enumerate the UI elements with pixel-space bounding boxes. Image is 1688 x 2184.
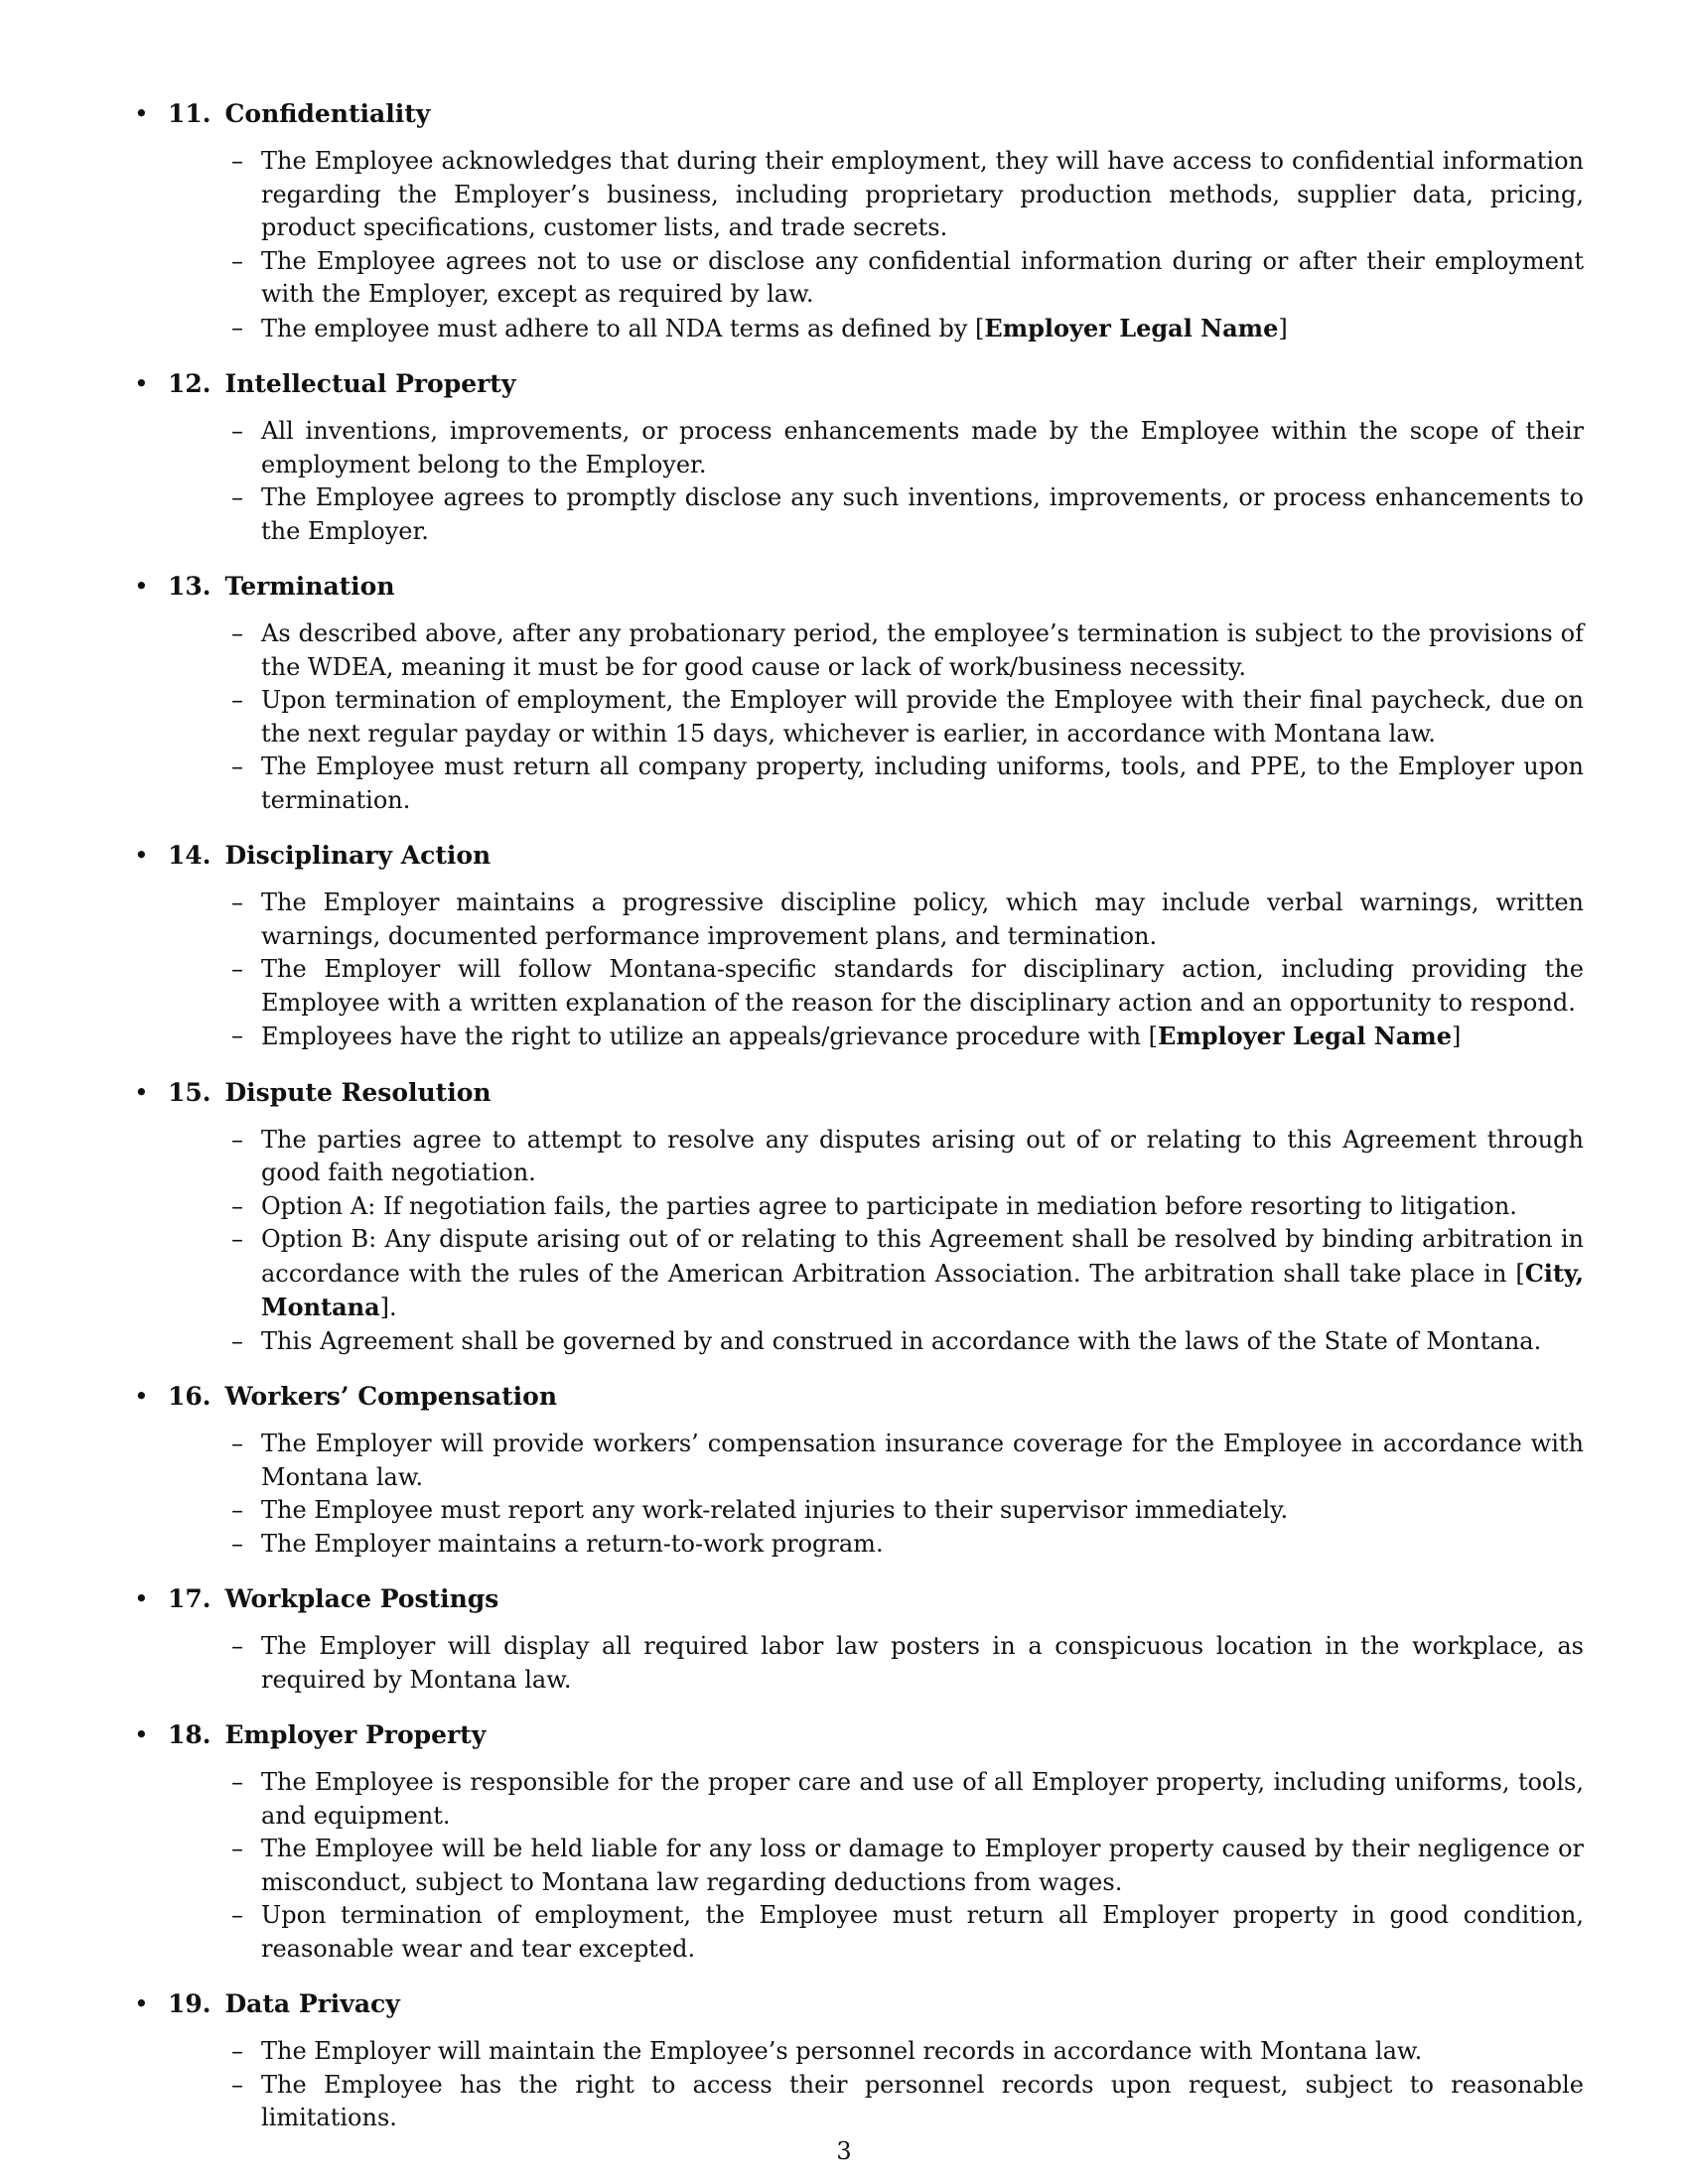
- item-text-end: ]: [1278, 314, 1288, 342]
- item-text: The parties agree to attempt to resolve any disputes arising out of or relating to this Agreement through good faith negotiation.: [261, 1125, 1584, 1186]
- list-item: [227, 1766, 1584, 1833]
- section-employer-property: [134, 1718, 1584, 1966]
- bullet-icon: •: [134, 572, 149, 601]
- item-text: The Employee must report any work-related injuries to their supervisor immediately.: [261, 1496, 1289, 1524]
- section-heading: [134, 1718, 1584, 1752]
- section-heading: [134, 1582, 1584, 1616]
- dash-icon: –: [231, 1326, 243, 1355]
- section-number: 16.: [168, 1382, 211, 1411]
- section-items: [134, 617, 1584, 817]
- section-number: 18.: [168, 1720, 211, 1749]
- section-title: Termination: [224, 572, 395, 601]
- item-text-end: ]: [1451, 1023, 1462, 1050]
- bullet-icon: •: [134, 1989, 149, 2018]
- item-text: Option A: If negotiation fails, the parties agree to participate in mediation before resorting to litigation.: [261, 1191, 1517, 1220]
- list-item: [227, 1528, 1584, 1562]
- section-number: 15.: [168, 1077, 211, 1107]
- item-text: Employees have the right to utilize an appeals/grievance procedure with [: [261, 1023, 1159, 1050]
- section-heading: [134, 1076, 1584, 1110]
- list-item: [227, 617, 1584, 684]
- list-item: [227, 953, 1584, 1020]
- dash-icon: –: [231, 2070, 243, 2099]
- dash-icon: –: [231, 1022, 243, 1049]
- placeholder-employer-legal-name: Employer Legal Name: [984, 313, 1279, 342]
- list-item: [227, 1630, 1584, 1697]
- dash-icon: –: [231, 686, 243, 714]
- section-data-privacy: [134, 1987, 1584, 2135]
- dash-icon: –: [231, 888, 243, 916]
- item-text: Option B: Any dispute arising out of or relating to this Agreement shall be resolved by binding arbitration in accordance with the rules of the American Arbitration Association. The arbitration shall take place in [: [261, 1225, 1584, 1288]
- section-number: 14.: [168, 841, 211, 870]
- section-heading: [134, 1987, 1584, 2021]
- dash-icon: –: [231, 1125, 243, 1154]
- section-title: Dispute Resolution: [224, 1077, 492, 1107]
- section-heading: [134, 839, 1584, 873]
- placeholder-employer-legal-name: Employer Legal Name: [1158, 1022, 1452, 1050]
- list-item: [227, 1833, 1584, 1899]
- list-item: [227, 145, 1584, 245]
- dash-icon: –: [231, 1496, 243, 1524]
- list-item: [227, 1124, 1584, 1190]
- section-termination: [134, 570, 1584, 817]
- dash-icon: –: [231, 1529, 243, 1558]
- item-text: The Employer maintains a progressive discipline policy, which may include verbal warnings, written warnings, documented performance improvement plans, and termination.: [261, 888, 1584, 950]
- dash-icon: –: [231, 483, 243, 511]
- dash-icon: –: [231, 1901, 243, 1929]
- section-disciplinary-action: [134, 839, 1584, 1054]
- item-text: The Employee acknowledges that during their employment, they will have access to confidential information regarding the Employer’s business, including proprietary production methods, supplier data, pricing, product specifications, customer lists, and trade secrets.: [261, 147, 1584, 241]
- section-number: 12.: [168, 369, 211, 398]
- item-text: The employee must adhere to all NDA terms as defined by [: [261, 314, 985, 342]
- item-text: All inventions, improvements, or process enhancements made by the Employee within the scope of their employment belong to the Employer.: [261, 417, 1584, 478]
- dash-icon: –: [231, 2037, 243, 2065]
- section-items: [134, 145, 1584, 345]
- dash-icon: –: [231, 955, 243, 983]
- section-heading: [134, 97, 1584, 131]
- list-item: [227, 1494, 1584, 1528]
- placeholder-city-montana: City, Montana: [261, 1258, 1584, 1321]
- dash-icon: –: [231, 1835, 243, 1862]
- section-heading: [134, 367, 1584, 401]
- item-text-end: ].: [379, 1294, 397, 1321]
- item-text: The Employee will be held liable for any loss or damage to Employer property caused by their negligence or misconduct, subject to Montana law regarding deductions from wages.: [261, 1835, 1584, 1896]
- list-item: [227, 2035, 1584, 2069]
- list-item: [227, 1223, 1584, 1325]
- section-heading: [134, 1380, 1584, 1414]
- dash-icon: –: [231, 1430, 243, 1457]
- section-items: [134, 887, 1584, 1054]
- section-items: [134, 2035, 1584, 2135]
- item-text: Upon termination of employment, the Employer will provide the Employee with their final paycheck, due on the next regular payday or within 15 days, whichever is earlier, in accordance with Montana law.: [261, 686, 1584, 748]
- list-item: [227, 2069, 1584, 2135]
- item-text: The Employee is responsible for the proper care and use of all Employer property, including uniforms, tools, and equipment.: [261, 1768, 1584, 1830]
- list-item: [227, 481, 1584, 548]
- section-workers-compensation: [134, 1380, 1584, 1561]
- section-items: [134, 1124, 1584, 1359]
- list-item: [227, 1428, 1584, 1494]
- dash-icon: –: [231, 313, 243, 341]
- section-title: Confidentiality: [224, 99, 431, 128]
- dash-icon: –: [231, 752, 243, 780]
- item-text: As described above, after any probationary period, the employee’s termination is subject to the provisions of the WDEA, meaning it must be for good cause or lack of work/business necessity.: [261, 619, 1584, 681]
- section-items: [134, 415, 1584, 548]
- item-text: The Employer will maintain the Employee’s personnel records in accordance with Montana law.: [261, 2037, 1423, 2065]
- bullet-icon: •: [134, 1584, 149, 1613]
- section-number: 17.: [168, 1584, 211, 1613]
- list-item: [227, 312, 1584, 346]
- item-text: This Agreement shall be governed by and construed in accordance with the laws of the State of Montana.: [261, 1326, 1542, 1355]
- list-item: [227, 751, 1584, 817]
- item-text: Upon termination of employment, the Employee must return all Employer property in good condition, reasonable wear and tear excepted.: [261, 1901, 1584, 1963]
- section-title: Intellectual Property: [224, 369, 516, 398]
- section-title: Data Privacy: [224, 1989, 400, 2018]
- bullet-icon: •: [134, 1077, 149, 1107]
- section-title: Employer Property: [224, 1720, 487, 1749]
- dash-icon: –: [231, 417, 243, 445]
- item-text: The Employee agrees not to use or disclose any confidential information during or after their employment with the Employer, except as required by law.: [261, 246, 1584, 308]
- dash-icon: –: [231, 246, 243, 275]
- section-title: Workplace Postings: [224, 1584, 499, 1613]
- section-confidentiality: [134, 97, 1584, 345]
- document-page: [134, 97, 1584, 2157]
- list-item: [227, 245, 1584, 312]
- dash-icon: –: [231, 147, 243, 175]
- section-heading: [134, 570, 1584, 604]
- section-items: [134, 1630, 1584, 1697]
- list-item: [227, 684, 1584, 751]
- dash-icon: –: [231, 1768, 243, 1796]
- bullet-icon: •: [134, 841, 149, 870]
- dash-icon: –: [231, 619, 243, 647]
- section-intellectual-property: [134, 367, 1584, 548]
- item-text: The Employer maintains a return-to-work program.: [261, 1529, 884, 1558]
- item-text: The Employee agrees to promptly disclose any such inventions, improvements, or process enhancements to the Employer.: [261, 483, 1584, 545]
- section-dispute-resolution: [134, 1076, 1584, 1359]
- section-number: 19.: [168, 1989, 211, 2018]
- item-text: The Employer will display all required labor law posters in a conspicuous location in the workplace, as required by Montana law.: [261, 1632, 1584, 1694]
- list-item: [227, 415, 1584, 481]
- item-text: The Employer will provide workers’ compensation insurance coverage for the Employee in accordance with Montana law.: [261, 1430, 1584, 1491]
- item-text: The Employer will follow Montana-specific standards for disciplinary action, including providing the Employee with a written explanation of the reason for the disciplinary action and an opportunity to respond.: [261, 955, 1584, 1017]
- item-text: The Employee must return all company property, including uniforms, tools, and PPE, to the Employer upon termination.: [261, 752, 1584, 814]
- list-item: [227, 1190, 1584, 1224]
- dash-icon: –: [231, 1632, 243, 1660]
- section-number: 13.: [168, 572, 211, 601]
- bullet-icon: •: [134, 369, 149, 398]
- page-number: 3: [836, 2137, 852, 2165]
- list-item: [227, 1899, 1584, 1966]
- bullet-icon: •: [134, 1382, 149, 1411]
- list-item: [227, 1020, 1584, 1054]
- list-item: [227, 887, 1584, 953]
- section-title: Disciplinary Action: [224, 841, 492, 870]
- section-workplace-postings: [134, 1582, 1584, 1697]
- section-items: [134, 1766, 1584, 1966]
- bullet-icon: •: [134, 99, 149, 128]
- item-text: The Employee has the right to access their personnel records upon request, subject to reasonable limitations.: [261, 2070, 1584, 2131]
- dash-icon: –: [231, 1191, 243, 1220]
- section-number: 11.: [168, 99, 211, 128]
- section-title: Workers’ Compensation: [224, 1382, 558, 1411]
- section-items: [134, 1428, 1584, 1561]
- dash-icon: –: [231, 1225, 243, 1253]
- list-item: [227, 1325, 1584, 1359]
- bullet-icon: •: [134, 1720, 149, 1749]
